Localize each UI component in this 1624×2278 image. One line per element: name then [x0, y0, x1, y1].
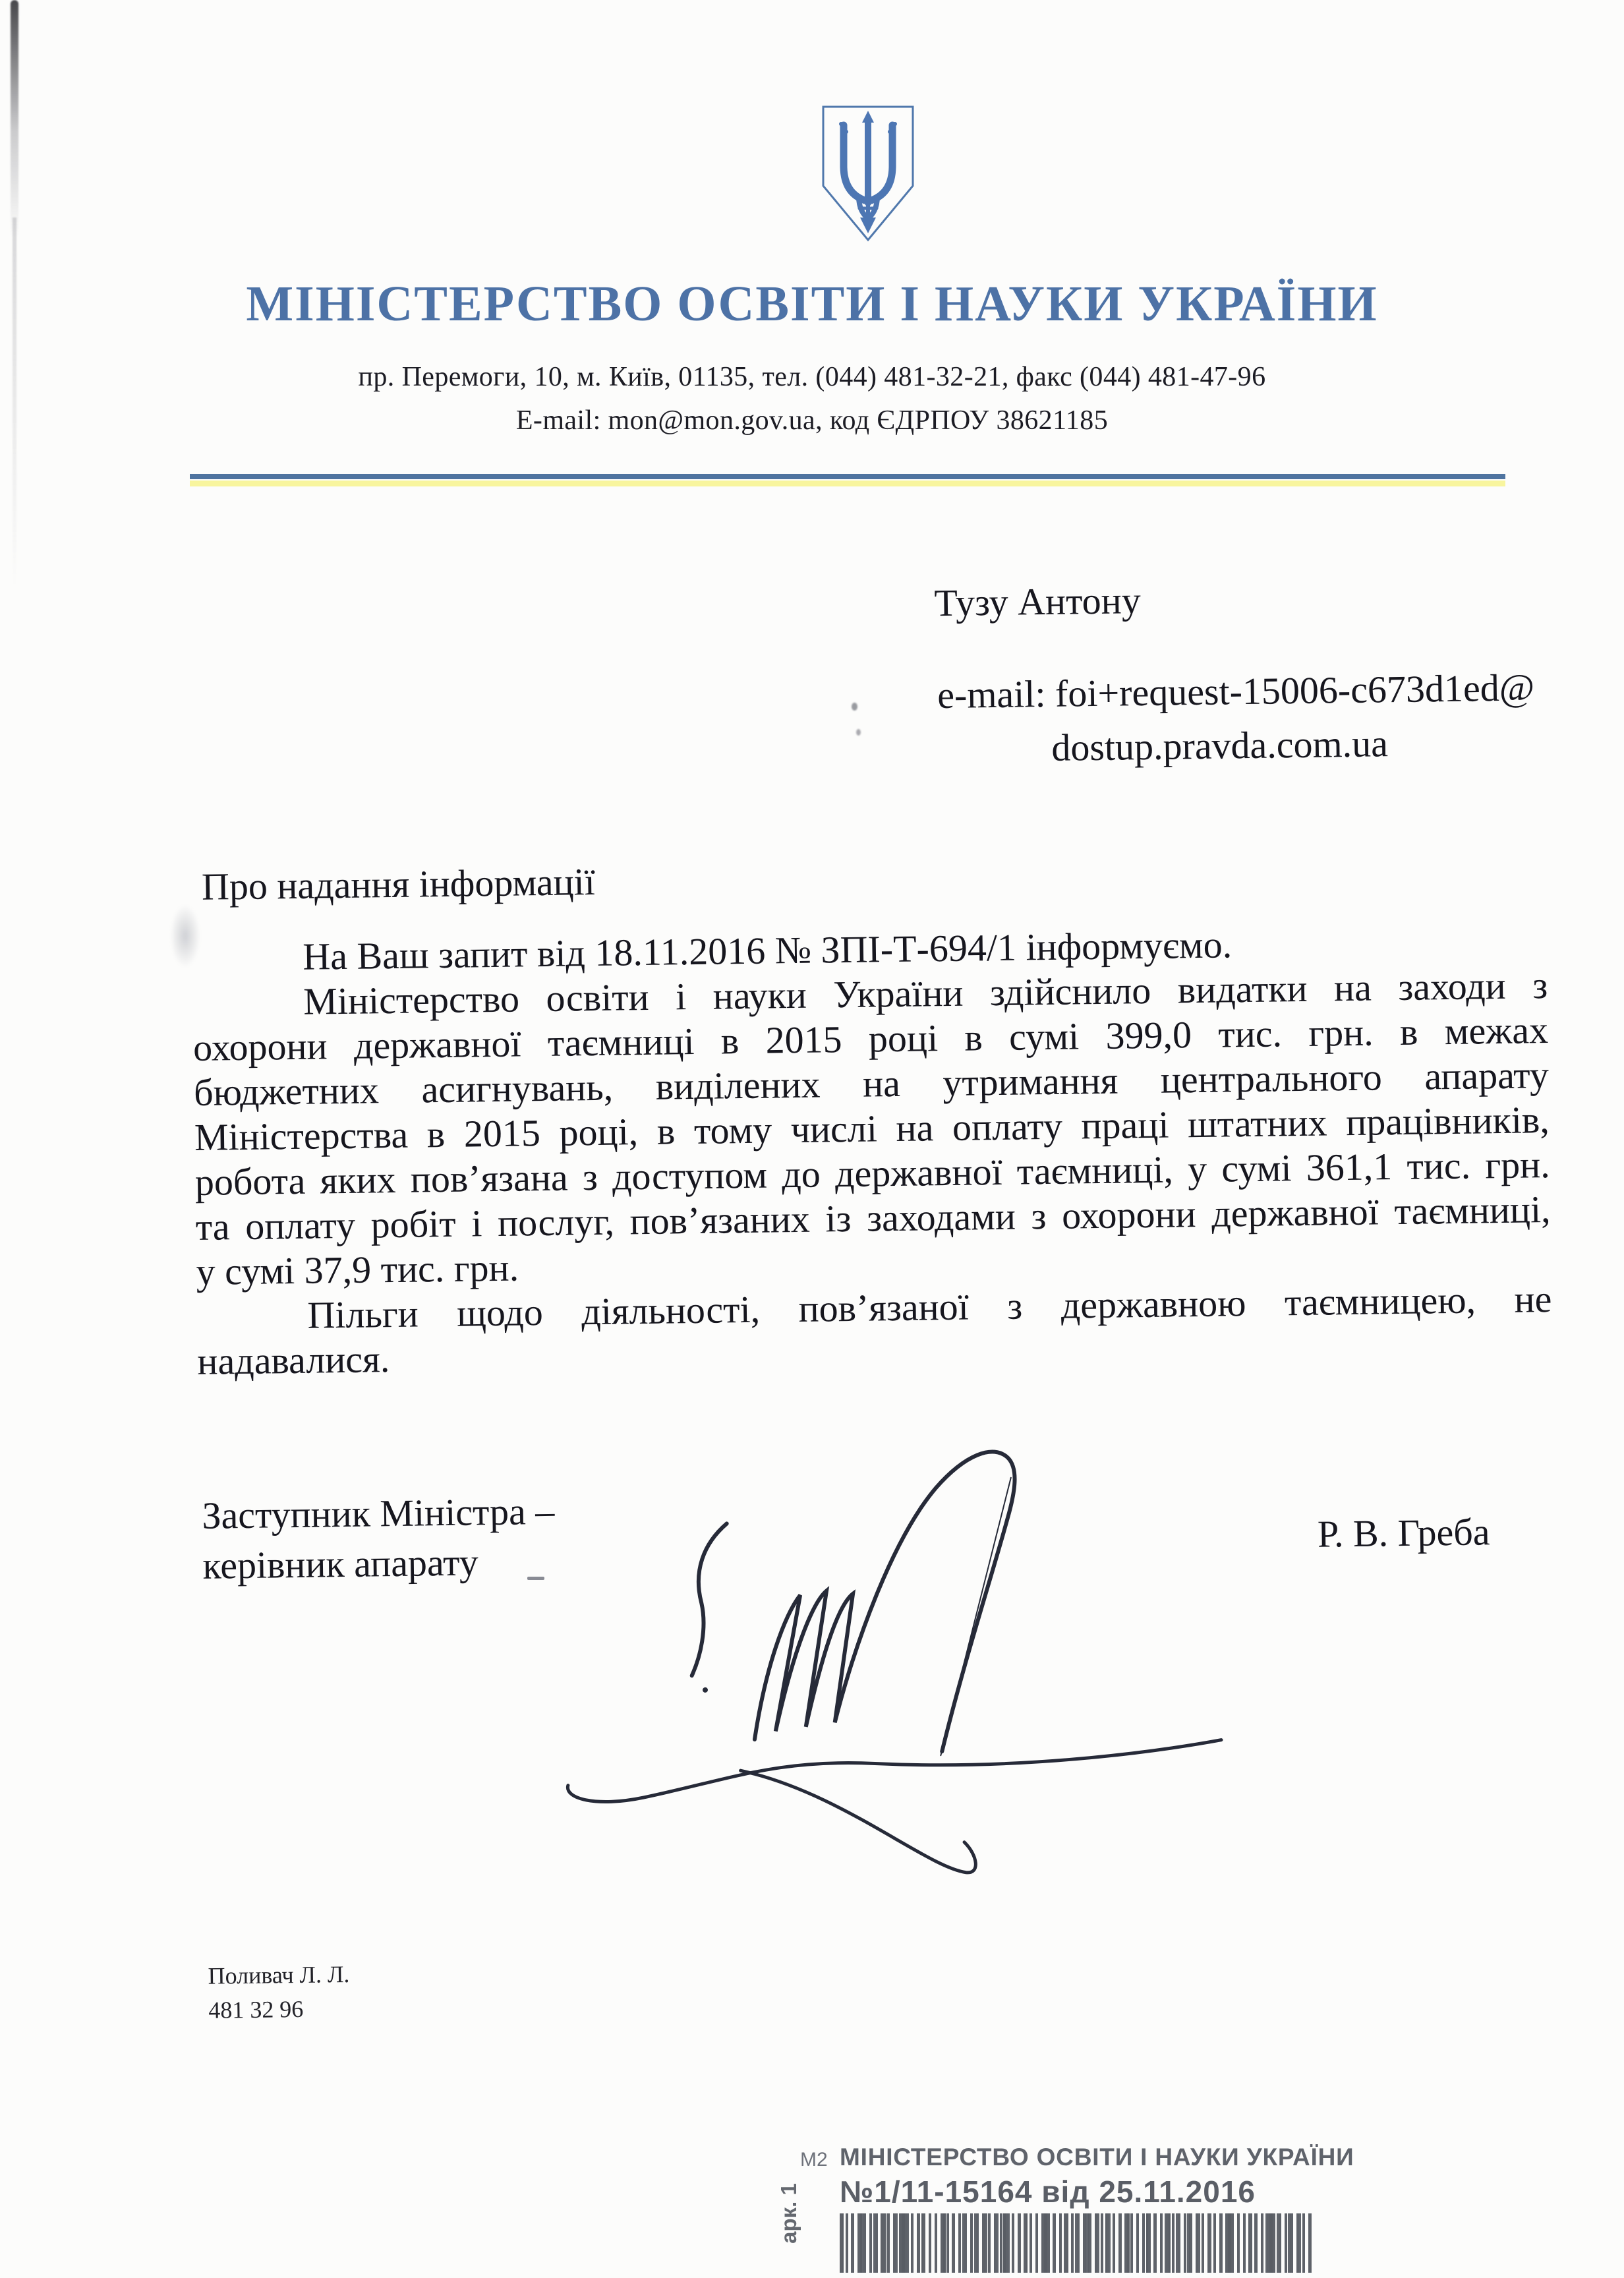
handwritten-signature	[553, 1443, 1244, 1900]
signer-name: Р. В. Греба	[1317, 1510, 1490, 1556]
paragraph	[192, 963, 1552, 1295]
letterhead-address: пр. Перемоги, 10, м. Київ, 01135, тел. (044) 481-32-21, факс (044) 481-47-96	[358, 362, 1266, 392]
paragraph-line: Міністерства в 2015 році, в тому числі на оплату праці штатних працівників,	[194, 1098, 1550, 1159]
letter-body	[192, 918, 1553, 1384]
recipient-email: e-mail: foi+request-15006-c673d1ed@	[937, 666, 1535, 717]
paragraph-line: бюджетних асигнувань, виділених на утримання центрального апарату	[193, 1053, 1550, 1114]
paragraph-line: На Ваш запит від 18.11.2016 № ЗПІ-Т-694/1 інформуємо.	[302, 923, 1232, 978]
stamp-code: М2	[800, 2149, 828, 2171]
paragraph-line: Міністерство освіти і науки України здійснило видатки на заходи з	[303, 964, 1548, 1023]
paragraph-line: та оплату робіт і послуг, пов’язаних із заходами з охорони державної таємниці,	[195, 1188, 1551, 1248]
executor-name: Поливач Л. Л.	[208, 1960, 350, 1989]
paragraph-line: Пільги щодо діяльності, пов’язаної з державною таємницею, не	[307, 1277, 1552, 1337]
stamp-sheet-label: арк. 1	[776, 2183, 801, 2244]
recipient-email-domain: dostup.pravda.com.ua	[1051, 722, 1389, 769]
signer-position-line: Заступник Міністра –	[202, 1489, 555, 1537]
signer-position-line: керівник апарату	[202, 1540, 479, 1587]
executor-phone: 481 32 96	[208, 1995, 304, 2024]
ministry-title: МІНІСТЕРСТВО ОСВІТИ І НАУКИ УКРАЇНИ	[246, 276, 1378, 332]
paragraph-line: у сумі 37,9 тис. грн.	[196, 1246, 519, 1293]
recipient-name: Тузу Антону	[934, 579, 1142, 625]
paragraph	[196, 1277, 1553, 1384]
paragraph-line: робота яких пов’язана з доступом до державної таємниці, у сумі 361,1 тис. грн.	[194, 1143, 1551, 1204]
barcode	[840, 2213, 1312, 2273]
signer-position	[202, 1486, 556, 1591]
letterhead-contact: E-mail: mon@mon.gov.ua, код ЄДРПОУ 38621185	[515, 405, 1109, 436]
executor-block	[208, 1957, 350, 2028]
stamp-registration-number: №1/11-15164 від 25.11.2016	[840, 2175, 1256, 2209]
paragraph-line: охорони державної таємниці в 2015 році в сумі 399,0 тис. грн. в межах	[192, 1008, 1549, 1069]
subject-line: Про надання інформації	[201, 860, 596, 908]
paragraph-line: надавалися.	[196, 1337, 390, 1383]
stamp-ministry-name: МІНІСТЕРСТВО ОСВІТИ І НАУКИ УКРАЇНИ	[840, 2144, 1354, 2171]
